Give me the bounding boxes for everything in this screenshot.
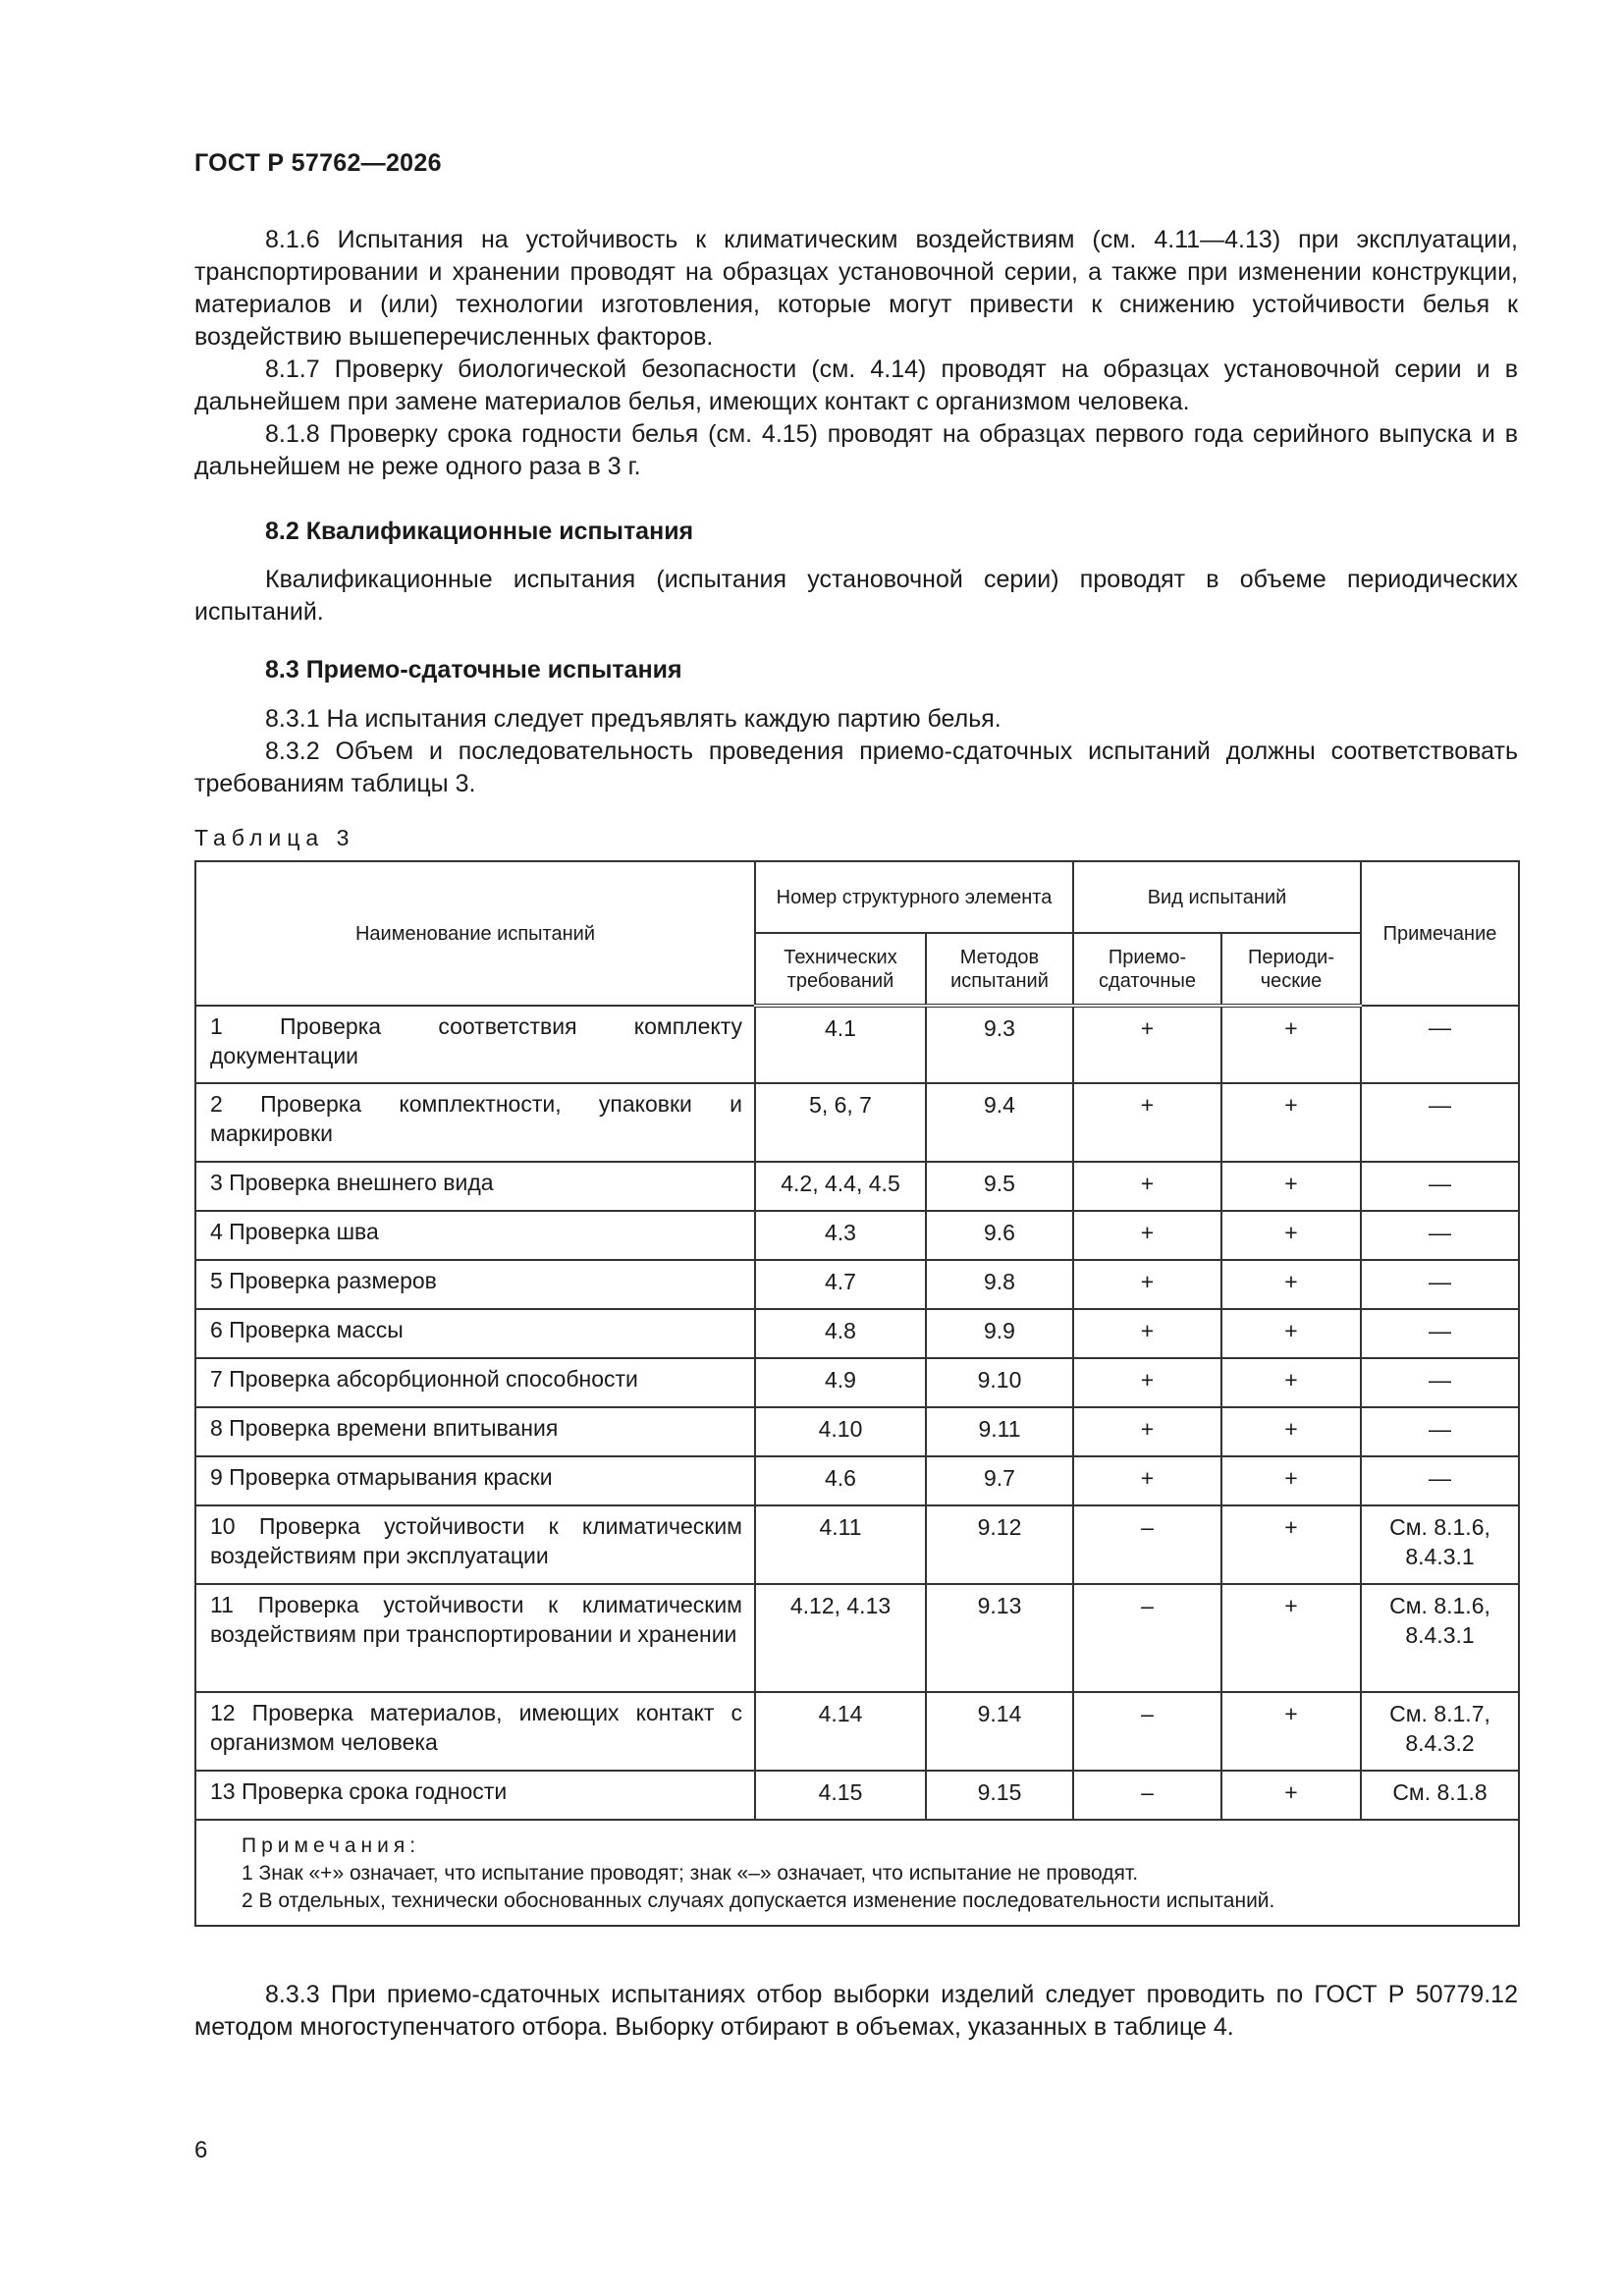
section-8-3-block [194,703,1518,800]
row-method: 9.9 [926,1309,1073,1358]
row-periodic: + [1221,1211,1361,1260]
row-acceptance: + [1073,1211,1221,1260]
row-note: См. 8.1.6, 8.4.3.1 [1361,1584,1519,1692]
header-tech-requirements: Технических требований [755,933,926,1006]
row-note: — [1361,1456,1519,1505]
row-method: 9.7 [926,1456,1073,1505]
paragraph-8-1-8: 8.1.8 Проверку срока годности белья (см. 4.15) проводят на образцах первого года серийного выпуска и в дальнейшем не реже одного раза в 3 г. [194,420,1518,480]
paragraph-8-1-6: 8.1.6 Испытания на устойчивость к климатическим воздействиям (см. 4.11—4.13) при эксплуатации, транспортировании и хранении проводят на образцах установочной серии, а также при изменении конструкции, материалов и (или) технологии изготовления, которые могут привести к снижению устойчивости белья к воздействию вышеперечисленных факторов. [194,226,1518,351]
row-name: 4 Проверка шва [195,1211,755,1260]
row-periodic: + [1221,1358,1361,1407]
row-method: 9.8 [926,1260,1073,1309]
table-caption: Таблица 3 [194,825,355,850]
row-name: 2 Проверка комплектности, упаковки и маркировки [195,1083,755,1162]
row-acceptance: + [1073,1162,1221,1211]
table-notes-row [195,1820,1519,1926]
row-method: 9.12 [926,1505,1073,1584]
row-name: 8 Проверка времени впитывания [195,1407,755,1456]
table-3 [194,860,1520,1927]
row-tech: 5, 6, 7 [755,1083,926,1162]
row-periodic: + [1221,1584,1361,1692]
row-periodic: + [1221,1407,1361,1456]
table-row [195,1692,1519,1771]
table-row [195,1162,1519,1211]
row-note: — [1361,1358,1519,1407]
table-row [195,1006,1519,1083]
row-periodic: + [1221,1692,1361,1771]
row-tech: 4.8 [755,1309,926,1358]
row-tech: 4.15 [755,1771,926,1820]
row-tech: 4.3 [755,1211,926,1260]
row-note: — [1361,1407,1519,1456]
row-acceptance: – [1073,1584,1221,1692]
row-note: — [1361,1211,1519,1260]
row-acceptance: + [1073,1006,1221,1083]
row-name: 9 Проверка отмарывания краски [195,1456,755,1505]
row-acceptance: + [1073,1407,1221,1456]
row-acceptance: + [1073,1309,1221,1358]
section-8-2-title: 8.2 Квалификационные испытания [265,518,694,545]
row-tech: 4.7 [755,1260,926,1309]
row-note: — [1361,1083,1519,1162]
table-row [195,1584,1519,1692]
row-method: 9.5 [926,1162,1073,1211]
section-8-2-text: Квалификационные испытания (испытания установочной серии) проводят в объеме периодических испытаний. [194,566,1518,626]
row-tech: 4.2, 4.4, 4.5 [755,1162,926,1211]
table-row [195,1358,1519,1407]
table-row [195,1505,1519,1584]
row-method: 9.3 [926,1006,1073,1083]
section-8-2-block [194,564,1518,629]
row-name: 3 Проверка внешнего вида [195,1162,755,1211]
table-notes [195,1820,1519,1926]
row-acceptance: + [1073,1083,1221,1162]
document-code-header: ГОСТ Р 57762—2026 [194,149,442,177]
row-method: 9.15 [926,1771,1073,1820]
row-acceptance: + [1073,1456,1221,1505]
header-note: Примечание [1361,861,1519,1006]
header-test-name: Наименование испытаний [195,861,755,1006]
header-structural-element: Номер структурного элемента [755,861,1073,933]
row-periodic: + [1221,1505,1361,1584]
row-tech: 4.14 [755,1692,926,1771]
row-periodic: + [1221,1260,1361,1309]
header-test-kind: Вид испытаний [1073,861,1361,933]
row-tech: 4.11 [755,1505,926,1584]
row-tech: 4.1 [755,1006,926,1083]
row-name: 7 Проверка абсорбционной способности [195,1358,755,1407]
row-periodic: + [1221,1771,1361,1820]
row-name: 6 Проверка массы [195,1309,755,1358]
table-row [195,1260,1519,1309]
row-method: 9.6 [926,1211,1073,1260]
header-acceptance: Приемо-сдаточные [1073,933,1221,1006]
row-acceptance: + [1073,1358,1221,1407]
table-row [195,1456,1519,1505]
paragraphs-block-top [194,224,1518,483]
row-note: См. 8.1.7, 8.4.3.2 [1361,1692,1519,1771]
section-8-3-title: 8.3 Приемо-сдаточные испытания [265,656,682,683]
row-acceptance: – [1073,1692,1221,1771]
row-acceptance: – [1073,1505,1221,1584]
row-note: См. 8.1.6, 8.4.3.1 [1361,1505,1519,1584]
table-row [195,1083,1519,1162]
row-method: 9.14 [926,1692,1073,1771]
row-note: См. 8.1.8 [1361,1771,1519,1820]
row-tech: 4.6 [755,1456,926,1505]
row-method: 9.11 [926,1407,1073,1456]
table-row [195,1211,1519,1260]
row-tech: 4.10 [755,1407,926,1456]
page-number: 6 [194,2137,208,2163]
row-periodic: + [1221,1006,1361,1083]
row-periodic: + [1221,1162,1361,1211]
paragraph-8-1-7: 8.1.7 Проверку биологической безопасности (см. 4.14) проводят на образцах установочной серии и в дальнейшем при замене материалов белья, имеющих контакт с организмом человека. [194,355,1518,415]
row-tech: 4.9 [755,1358,926,1407]
row-method: 9.4 [926,1083,1073,1162]
note-2: 2 В отдельных, технически обоснованных случаях допускается изменение последовательности испытаний. [242,1889,1275,1912]
notes-title: Примечания: [242,1834,421,1857]
paragraph-8-3-2: 8.3.2 Объем и последовательность проведения приемо-сдаточных испытаний должны соответствовать требованиям таблицы 3. [194,738,1518,797]
paragraph-8-3-1: 8.3.1 На испытания следует предъявлять каждую партию белья. [265,705,1001,733]
row-periodic: + [1221,1083,1361,1162]
row-name: 5 Проверка размеров [195,1260,755,1309]
row-name: 10 Проверка устойчивости к климатическим воздействиям при эксплуатации [195,1505,755,1584]
row-method: 9.10 [926,1358,1073,1407]
table-row [195,1407,1519,1456]
row-acceptance: – [1073,1771,1221,1820]
row-method: 9.13 [926,1584,1073,1692]
row-name: 1 Проверка соответствия комплекту документации [195,1006,755,1083]
row-note: — [1361,1309,1519,1358]
header-periodic: Периоди-ческие [1221,933,1361,1006]
row-acceptance: + [1073,1260,1221,1309]
row-periodic: + [1221,1456,1361,1505]
row-name: 11 Проверка устойчивости к климатическим воздействиям при транспортировании и хранении [195,1584,755,1692]
paragraph-block-bottom [194,1979,1518,2044]
row-name: 13 Проверка срока годности [195,1771,755,1820]
row-name: 12 Проверка материалов, имеющих контакт с организмом человека [195,1692,755,1771]
note-1: 1 Знак «+» означает, что испытание проводят; знак «–» означает, что испытание не проводят. [242,1862,1139,1885]
row-periodic: + [1221,1309,1361,1358]
row-note: — [1361,1162,1519,1211]
table-row [195,1771,1519,1820]
row-note: — [1361,1006,1519,1083]
header-test-methods: Методов испытаний [926,933,1073,1006]
table-row [195,1309,1519,1358]
paragraph-8-3-3: 8.3.3 При приемо-сдаточных испытаниях отбор выборки изделий следует проводить по ГОСТ Р 50779.12 методом многоступенчатого отбора. Выборку отбирают в объемах, указанных в таблице 4. [194,1981,1518,2041]
row-note: — [1361,1260,1519,1309]
row-tech: 4.12, 4.13 [755,1584,926,1692]
